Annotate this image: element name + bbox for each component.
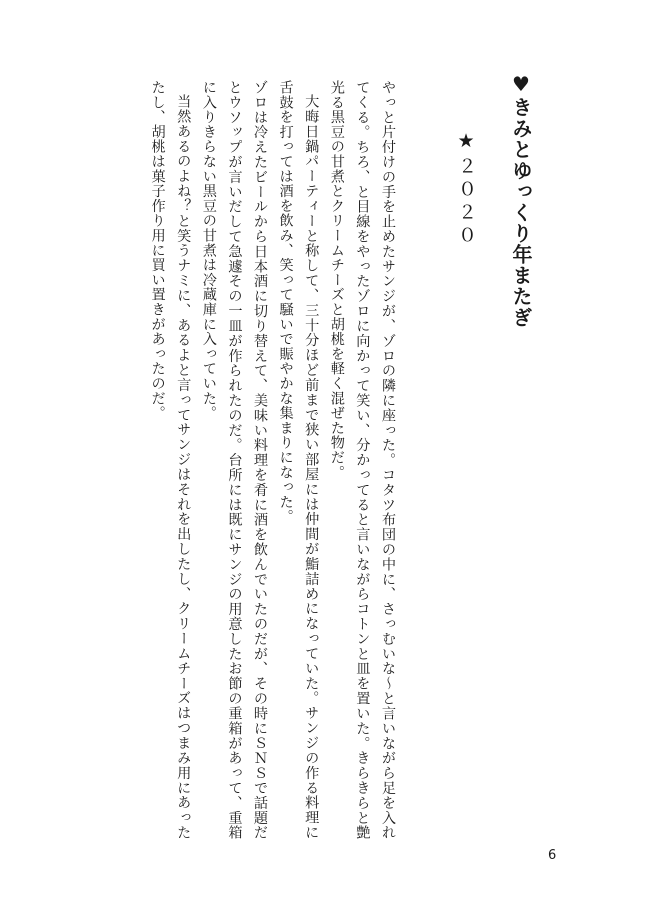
body-text [120,80,400,840]
story-title: ♥きみとゆっくり年またぎ [509,72,533,328]
paragraph: 大晦日鍋パーティーと称して、三十分ほど前まで狭い部屋には仲間が鮨詰めになっていた。サンジの作る料理に舌鼓を打っては酒を飲み、笑って騒いで賑やかな集まりになった。 [277,80,320,840]
page-number: 6 [548,848,557,863]
paragraph: 当然あるのよね？と笑うナミに、あるよと言ってサンジはそれを出したし、クリームチーズはつまみ用にあったたし、胡桃は菓子作り用に買い置きがあったのだ。 [149,80,192,840]
paragraph: ゾロは冷えたビールから日本酒に切り替えて、美味い料理を肴に酒を飲んでいたのだが、その時にＳＮＳで話題だとウソップが言いだして急遽その一皿が作られたのだ。台所には既にサンジの用意したお節の重箱があって、重箱に入りきらない黒豆の甘煮は冷蔵庫に入っていた。 [200,80,269,840]
story-subtitle: ★２０２０ [455,130,477,248]
paragraph: やっと片付けの手を止めたサンジが、ゾロの隣に座った。コタツ布団の中に、さっむいな～と言いながら足を入れてくる。ちろ、と目線をやったゾロに向かって笑い、分かってると言いながらコトンと皿を置いた。きらきらと艶光る黒豆の甘煮とクリームチーズと胡桃を軽く混ぜた物だ。 [328,80,396,840]
